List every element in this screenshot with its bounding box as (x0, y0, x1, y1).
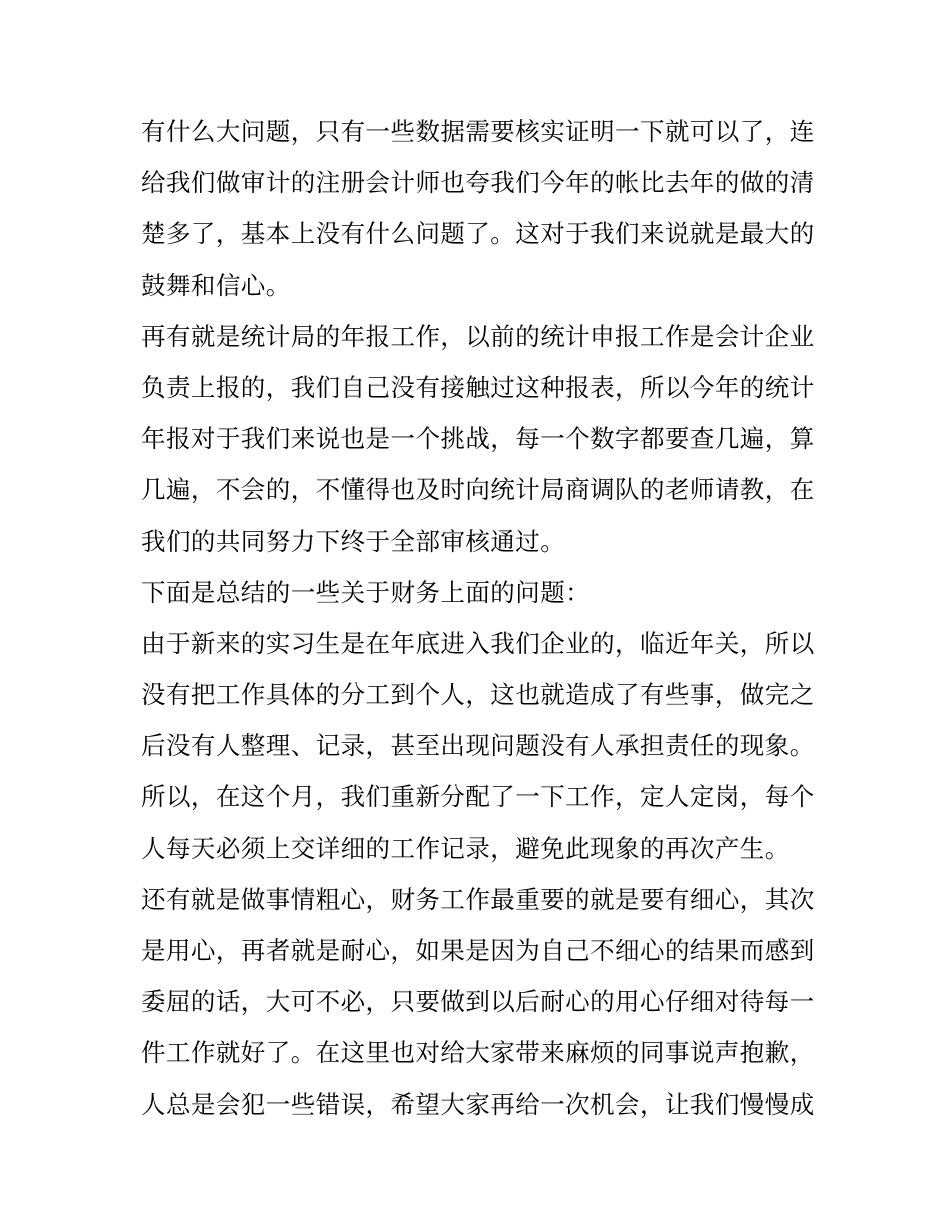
text-line: 所以，在这个月，我们重新分配了一下工作，定人定岗，每个 (141, 782, 815, 812)
text-line: 还有就是做事情粗心，财务工作最重要的就是要有细心，其次 (141, 884, 815, 914)
text-line: 我们的共同努力下终于全部审核通过。 (141, 526, 566, 556)
document-body (141, 106, 813, 1130)
text-line: 后没有人整理、记录，甚至出现问题没有人承担责任的现象。 (141, 731, 815, 761)
text-line: 鼓舞和信心。 (141, 270, 291, 300)
text-line: 委屈的话，大可不必，只要做到以后耐心的用心仔细对待每一 (141, 987, 815, 1017)
text-line: 下面是总结的一些关于财务上面的问题： (141, 577, 591, 607)
text-line: 件工作就好了。在这里也对给大家带来麻烦的同事说声抱歉， (141, 1038, 815, 1068)
text-line: 有什么大问题，只有一些数据需要核实证明一下就可以了，连 (141, 117, 815, 146)
text-line: 没有把工作具体的分工到个人，这也就造成了有些事，做完之 (141, 680, 815, 710)
text-line: 人总是会犯一些错误，希望大家再给一次机会，让我们慢慢成 (141, 1089, 815, 1119)
text-line: 楚多了，基本上没有什么问题了。这对于我们来说就是最大的 (141, 219, 815, 249)
text-line: 由于新来的实习生是在年底进入我们企业的，临近年关，所以 (141, 628, 815, 658)
text-line: 是用心，再者就是耐心，如果是因为自己不细心的结果而感到 (141, 936, 815, 965)
text-line: 负责上报的，我们自己没有接触过这种报表，所以今年的统计 (141, 372, 815, 402)
text-line: 人每天必须上交详细的工作记录，避免此现象的再次产生。 (141, 833, 790, 863)
text-line: 几遍，不会的，不懂得也及时向统计局商调队的老师请教，在 (141, 475, 815, 505)
text-line: 年报对于我们来说也是一个挑战，每一个数字都要查几遍，算 (141, 424, 815, 454)
text-line: 给我们做审计的注册会计师也夸我们今年的帐比去年的做的清 (141, 168, 815, 198)
text-line: 再有就是统计局的年报工作，以前的统计申报工作是会计企业 (141, 321, 815, 351)
